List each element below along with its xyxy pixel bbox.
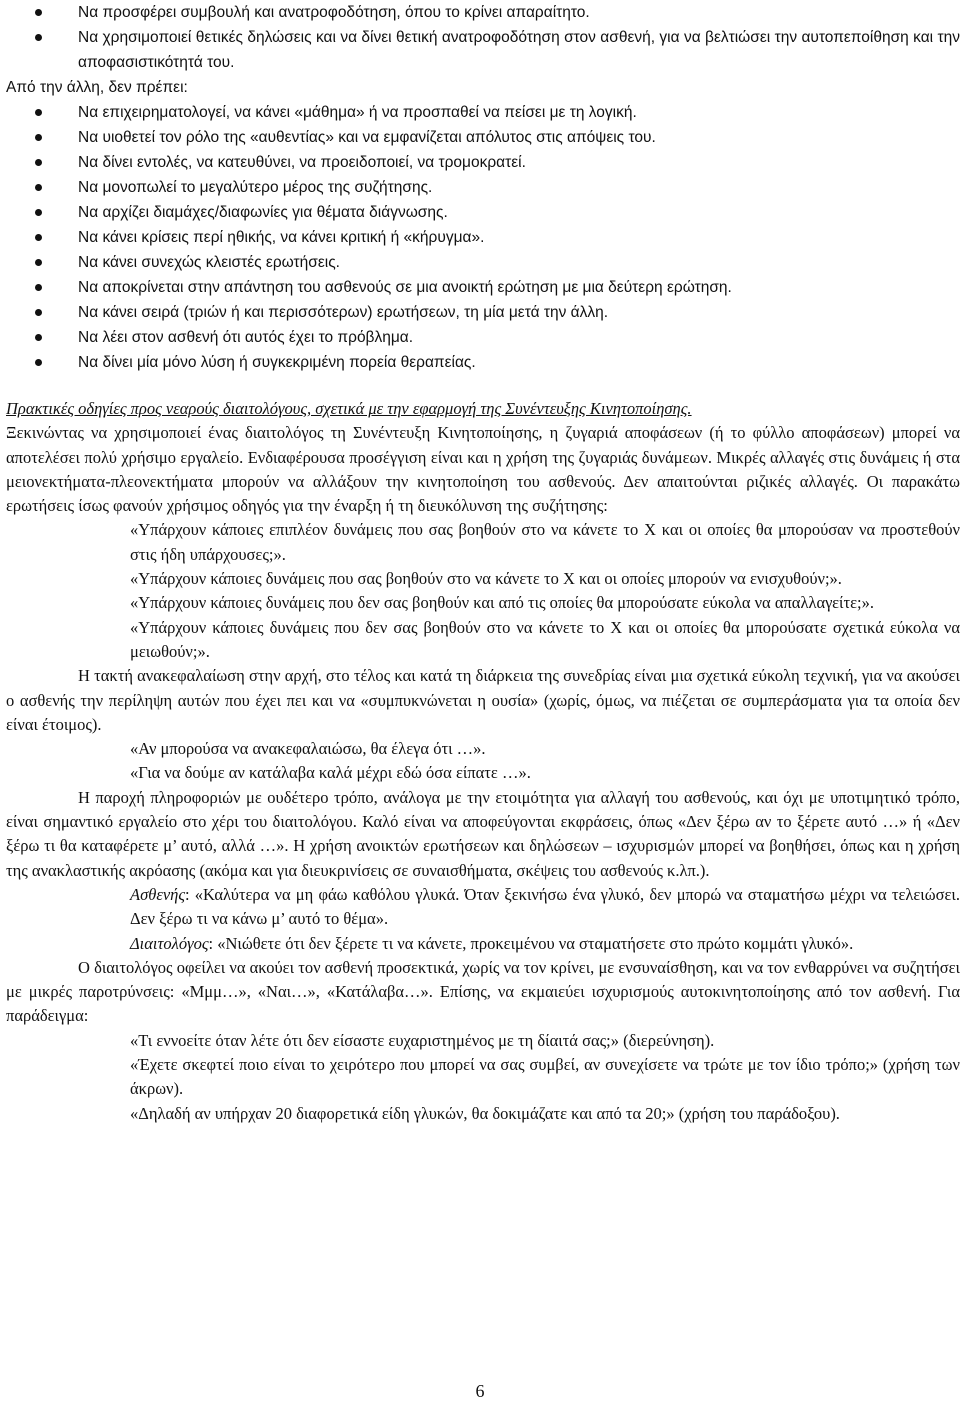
list-item: Να λέει στον ασθενή ότι αυτός έχει το πρόβλημα. — [6, 325, 960, 350]
paragraph: Ξεκινώντας να χρησιμοποιεί ένας διαιτολόγος τη Συνέντευξη Κινητοποίησης, η ζυγαριά αποφάσεων (ή το φύλλο αποφάσεων) μπορεί να αποτελέσει πολύ χρήσιμο εργαλείο. Ενδιαφέρουσα προσέγγιση είναι και η χρήση της ζυγαριάς δυνάμεων. Μικρές αλλαγές στις δυνάμεις ή στα μειονεκτήματα-πλεονεκτήματα μπορούν να αλλάξουν την κινητοποίηση του ασθενούς. Δεν απαιτούνται ριζικές αλλαγές. Οι παρακάτω ερωτήσεις ίσως φανούν χρήσιμος οδηγός για την έναρξη ή τη διευκόλυνση της συζήτησης: — [6, 423, 960, 516]
list-item: Να αποκρίνεται στην απάντηση του ασθενούς σε μια ανοικτή ερώτηση με μια δεύτερη ερώτηση. — [6, 275, 960, 300]
speaker-name: Διαιτολόγος — [130, 933, 209, 953]
bullet-list-top — [6, 0, 960, 75]
question-quote: «Έχετε σκεφτεί ποιο είναι το χειρότερο που μπορεί να σας συμβεί, αν συνεχίσετε να τρώτε με τον ίδιο τρόπο;» (χρήση των άκρων). — [130, 1055, 960, 1099]
question-quote: «Υπάρχουν κάποιες επιπλέον δυνάμεις που σας βοηθούν στο να κάνετε το Χ και οι οποίες θα μπορούσαν να προστεθούν στις ήδη υπάρχουσες;». — [130, 520, 960, 564]
speaker-name: Ασθενής — [130, 884, 186, 904]
dialogue-line — [6, 883, 960, 932]
question-quote: «Υπάρχουν κάποιες δυνάμεις που δεν σας βοηθούν και από τις οποίες θα μπορούσατε εύκολα να απαλλαγείτε;». — [130, 593, 874, 613]
question-quote: «Υπάρχουν κάποιες δυνάμεις που δεν σας βοηθούν στο να κάνετε το Χ και οι οποίες θα μπορούσατε σχετικά εύκολα να μειωθούν;». — [130, 617, 960, 661]
paragraph: Η παροχή πληροφοριών με ουδέτερο τρόπο, ανάλογα με την ετοιμότητα για αλλαγή του ασθενούς, και όχι με υποτιμητικό τρόπο, είναι σημαντικό εργαλείο στο χέρι του διαιτολόγου. Καλό είναι να αποφεύγονται εκφράσεις, όπως «Δεν ξέρω αν το ξέρετε αυτό …» ή «Δεν ξέρω τι θα καταφέρετε μ’ αυτό, αλλά …». Η χρήση ανοικτών ερωτήσεων και δηλώσεων – ισχυρισμών μπορεί να βοηθήσει, όπως και η χρήση της ανακλαστικής ακρόασης (ακόμα και για διευκρινίσεις σε συναισθήματα, σκέψεις του ασθενούς κ.λπ.). — [6, 787, 960, 880]
list-item: Να επιχειρηματολογεί, να κάνει «μάθημα» ή να προσπαθεί να πείσει με τη λογική. — [6, 100, 960, 125]
page-number: 6 — [475, 1381, 485, 1401]
section-heading: Πρακτικές οδηγίες προς νεαρούς διαιτολόγους, σχετικά με την εφαρμογή της Συνέντευξης Κινητοποίησης. — [6, 399, 692, 418]
list-item: Να κάνει συνεχώς κλειστές ερωτήσεις. — [6, 250, 960, 275]
list-item: Να μονοπωλεί το μεγαλύτερο μέρος της συζήτησης. — [6, 175, 960, 200]
paragraph: Ο διαιτολόγος οφείλει να ακούει τον ασθενή προσεκτικά, χωρίς να τον κρίνει, με ενσυναίσθηση, και να τον ενθαρρύνει να συζητήσει με μικρές παροτρύνσεις: «Μμμ…», «Ναι…», «Κατάλαβα…». Επίσης, να εκμαιεύει ισχυρισμούς αυτοκινητοποίησης από τον ασθενή. Για παράδειγμα: — [6, 957, 960, 1026]
question-quote: «Για να δούμε αν κατάλαβα καλά μέχρι εδώ όσα είπατε …». — [130, 763, 531, 783]
list-item: Να υιοθετεί τον ρόλο της «αυθεντίας» και να εμφανίζεται απόλυτος στις απόψεις του. — [6, 125, 960, 150]
question-quote: «Υπάρχουν κάποιες δυνάμεις που σας βοηθούν στο να κάνετε το Χ και οι οποίες μπορούν να ενισχυθούν;». — [130, 569, 842, 589]
list-item: Να αρχίζει διαμάχες/διαφωνίες για θέματα διάγνωσης. — [6, 200, 960, 225]
paragraph: Η τακτή ανακεφαλαίωση στην αρχή, στο τέλος και κατά τη διάρκεια της συνεδρίας είναι μια σχετικά εύκολη τεχνική, για να ακούσει ο ασθενής την περίληψη αυτών που έχει πει και να «συμπυκνώνεται η ουσία» (χωρίς, όμως, να πιέζεται σε συμπεράσματα για τα οποία δεν είναι έτοιμος). — [6, 666, 960, 734]
list-item: Να δίνει εντολές, να κατευθύνει, να προειδοποιεί, να τρομοκρατεί. — [6, 150, 960, 175]
list-item: Να κάνει σειρά (τριών ή και περισσότερων) ερωτήσεων, τη μία μετά την άλλη. — [6, 300, 960, 325]
list-item: Να κάνει κρίσεις περί ηθικής, να κάνει κριτική ή «κήρυγμα». — [6, 225, 960, 250]
intro-negative: Από την άλλη, δεν πρέπει: — [6, 79, 188, 96]
question-quote: «Δηλαδή αν υπήρχαν 20 διαφορετικά είδη γλυκών, θα δοκιμάζατε και από τα 20;» (χρήση του παράδοξου). — [130, 1103, 840, 1123]
dialogue-text: : «Νιώθετε ότι δεν ξέρετε τι να κάνετε, προκειμένου να σταματήσετε στο πρώτο κομμάτι γλυκό». — [208, 933, 854, 953]
dialogue-line — [6, 932, 960, 956]
list-item: Να προσφέρει συμβουλή και ανατροφοδότηση, όπου το κρίνει απαραίτητο. — [6, 0, 960, 25]
question-quote: «Τι εννοείτε όταν λέτε ότι δεν είσαστε ευχαριστημένος με τη δίαιτά σας;» (διερεύνηση). — [130, 1030, 715, 1050]
bullet-list-negative — [6, 100, 960, 375]
question-quote: «Αν μπορούσα να ανακεφαλαιώσω, θα έλεγα ότι …». — [130, 739, 486, 759]
list-item: Να δίνει μία μόνο λύση ή συγκεκριμένη πορεία θεραπείας. — [6, 350, 960, 375]
dialogue-text: : «Καλύτερα να μη φάω καθόλου γλυκά. Όταν ξεκινήσω ένα γλυκό, δεν μπορώ να σταματήσω μέχρι να τελειώσει. Δεν ξέρω τι να κάνω μ’ αυτό το θέμα». — [130, 884, 960, 929]
document-page — [6, 0, 960, 1126]
list-item: Να χρησιμοποιεί θετικές δηλώσεις και να δίνει θετική ανατροφοδότηση στον ασθενή, για να βελτιώσει την αυτοπεποίθηση και την αποφασιστικότητά του. — [6, 25, 960, 75]
